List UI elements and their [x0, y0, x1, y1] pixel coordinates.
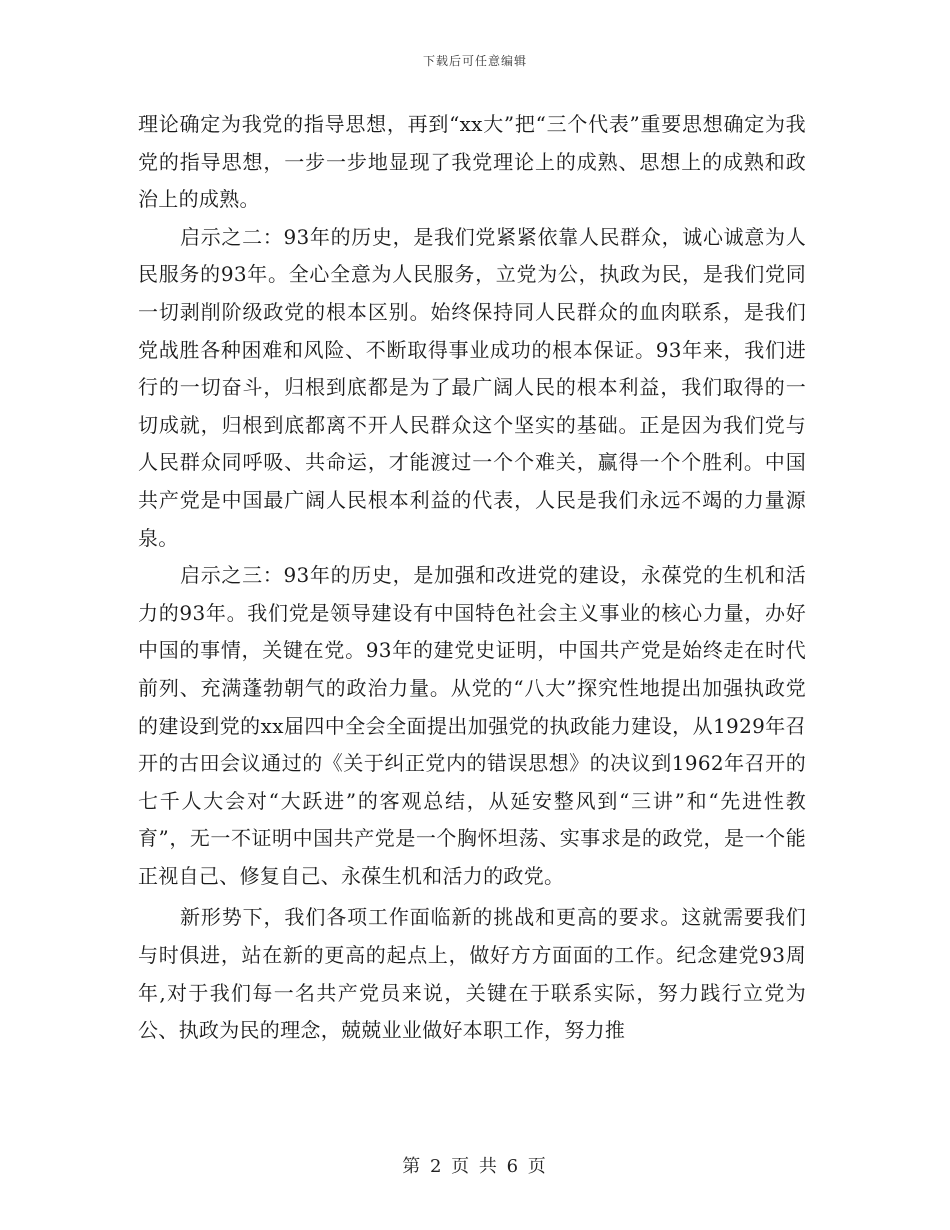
paragraph-continuation: 理论确定为我党的指导思想，再到“xx大”把“三个代表”重要思想确定为我党的指导思想，一步一步地显现了我党理论上的成熟、思想上的成熟和政治上的成熟。 [138, 112, 806, 212]
paragraph-new-situation: 新形势下，我们各项工作面临新的挑战和更高的要求。这就需要我们与时俱进，站在新的更高的起点上，做好方方面面的工作。纪念建党93周年,对于我们每一名共产党员来说，关键在于联系实际，努力践行立党为公、执政为民的理念，兢兢业业做好本职工作，努力推 [138, 905, 806, 1043]
paragraph-revelation-three: 启示之三：93年的历史，是加强和改进党的建设，永葆党的生机和活力的93年。我们党是领导建设有中国特色社会主义事业的核心力量，办好中国的事情，关键在党。93年的建党史证明，中国共产党是始终走在时代前列、充满蓬勃朝气的政治力量。从党的“八大”探究性地提出加强执政党的建设到党的xx届四中全会全面提出加强党的执政能力建设，从1929年召开的古田会议通过的《关于纠正党内的错误思想》的决议到1962年召开的七千人大会对“大跃进”的客观总结，从延安整风到“三讲”和“先进性教育”，无一不证明中国共产党是一个胸怀坦荡、实事求是的政党，是一个能正视自己、修复自己、永葆生机和活力的政党。 [138, 563, 806, 888]
page-number-footer: 第 2 页 共 6 页 [402, 1156, 548, 1177]
paragraph-revelation-two: 启示之二：93年的历史，是我们党紧紧依靠人民群众，诚心诚意为人民服务的93年。全心全意为人民服务，立党为公，执政为民，是我们党同一切剥削阶级政党的根本区别。始终保持同人民群众的血肉联系，是我们党战胜各种困难和风险、不断取得事业成功的根本保证。93年来，我们进行的一切奋斗，归根到底都是为了最广阔人民的根本利益，我们取得的一切成就，归根到底都离不开人民群众这个坚实的基础。正是因为我们党与人民群众同呼吸、共命运，才能渡过一个个难关，赢得一个个胜利。中国共产党是中国最广阔人民根本利益的代表，人民是我们永远不竭的力量源泉。 [138, 224, 806, 550]
page-header: 下载后可任意编辑 [422, 54, 527, 68]
document-body [138, 106, 806, 1050]
